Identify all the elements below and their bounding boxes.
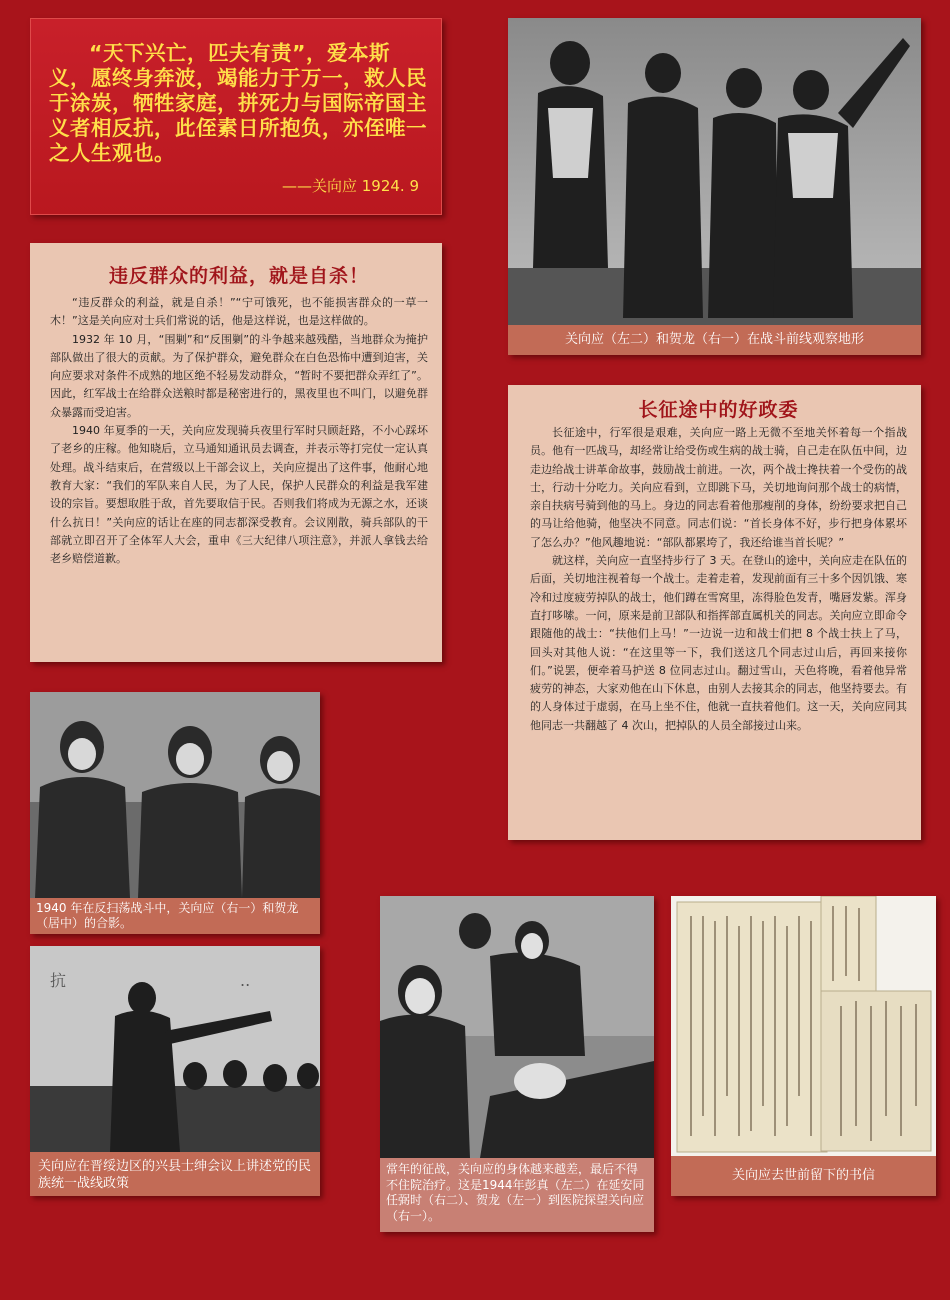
article-panel-long-march bbox=[508, 385, 921, 840]
article-paragraph: 就这样，关向应一直坚持步行了 3 天。在登山的途中，关向应走在队伍的后面，关切地注视着每一个战士。走着走着，发现前面有三十多个因饥饿、寒冷和过度疲劳掉队的战士，他们蹲在雪窝里，冻得脸色发青，嘴唇发紫。浑身直打哆嗦。一问，原来是前卫部队和指挥部直属机关的同志。关向应立即命令跟随他的战士：“扶他们上马！”一边说一边和战士们把 8 个战士扶上了马，回头对其他人说：“在这里等一下，我们送这几个同志过山后，再回来接你们。”说罢，便牵着马护送 8 位同志过山。翻过雪山，天色将晚，看着他异常疲劳的神态，大家劝他在山下休息，由别人去接其余的同志，他坚持要去。有的人身体过于虚弱，在马上坐不住，他就一直扶着他们。这一天，关向应同其他同志一共翻越了 4 次山，把掉队的人员全部接过山来。 bbox=[530, 554, 907, 732]
svg-text:抗: 抗 bbox=[50, 971, 67, 990]
photo-caption-1: 关向应（左二）和贺龙（右一）在战斗前线观察地形 bbox=[508, 325, 921, 355]
article-paragraph: 长征途中，行军很是艰难，关向应一路上无微不至地关怀着每一个指战员。他有一匹战马，却经常让给受伤或生病的战士骑，自己走在队伍中间，边走边给战士讲革命故事，鼓励战士前进。一次，两个战士搀扶着一个受伤的战士，行动十分吃力。关向应看到，立即跳下马，关切地询问那个战士的病情，亲自扶病号骑到他的马上。身边的同志看着他那瘦削的身体，纷纷要求把自己的马让给他骑，他坚决不同意。同志们说：“首长身体不好，步行把身体累坏了怎么办？”他风趣地说：“部队都累垮了，我还给谁当首长呢？” bbox=[530, 426, 907, 549]
svg-text:..: .. bbox=[240, 971, 251, 990]
article-panel-masses bbox=[30, 243, 442, 662]
photo-card-2 bbox=[30, 692, 320, 934]
photo-card-1 bbox=[508, 18, 921, 355]
quote-text: “天下兴亡，匹夫有责”，爱本斯义，愿终身奔波，竭能力于万一，救人民于涂炭，牺牲家庭，拼死力与国际帝国主义者相反抗，此侄素日所抱负，亦侄唯一之人生观也。 bbox=[49, 41, 427, 165]
article-title-long-march: 长征途中的好政委 bbox=[638, 399, 799, 421]
photo-caption-5: 关向应去世前留下的书信 bbox=[671, 1156, 936, 1196]
photo-caption-2: 1940 年在反扫荡战斗中，关向应（右一）和贺龙（居中）的合影。 bbox=[30, 898, 320, 934]
article-title-masses: 违反群众的利益，就是自杀！ bbox=[108, 265, 369, 287]
photo-card-4 bbox=[380, 896, 654, 1232]
photo-gentry-meeting bbox=[30, 946, 320, 1152]
quote-box bbox=[30, 18, 442, 215]
photo-card-5 bbox=[671, 896, 936, 1196]
photo-caption-4: 常年的征战，关向应的身体越来越差，最后不得不住院治疗。这是1944年彭真（左二）在延安同任弼时（右二）、贺龙（左一）到医院探望关向应（右一）。 bbox=[380, 1158, 654, 1232]
photo-letters bbox=[671, 896, 936, 1156]
article-paragraph: 1940 年夏季的一天，关向应发现骑兵夜里行军时只顾赶路，不小心踩坏了老乡的庄稼。他知晓后，立马通知通讯员去调查，并表示等打完仗一定认真处理。战斗结束后，在营级以上干部会议上，关向应提出了这件事，他耐心地教育大家：“我们的军队来自人民，为了人民，保护人民群众的利益是我军建设的宗旨。要想取胜于敌，首先要取信于民。否则我们将成为无源之水，还谈什么抗日！”关向应的话让在座的同志都深受教育。会议刚散，骑兵部队的干部就立即召开了全体军人大会，重申《三大纪律八项注意》，并派人拿钱去给老乡赔偿道歉。 bbox=[50, 424, 428, 566]
photo-observing-terrain bbox=[508, 18, 921, 325]
quote-signature: ——关向应 1924. 9 bbox=[281, 177, 419, 195]
photo-caption-3: 关向应在晋绥边区的兴县士绅会议上讲述党的民族统一战线政策 bbox=[30, 1152, 320, 1196]
photo-card-3 bbox=[30, 946, 320, 1196]
article-paragraph: “违反群众的利益，就是自杀！”“宁可饿死，也不能损害群众的一草一木！”这是关向应对士兵们常说的话，他是这样说，也是这样做的。 bbox=[50, 296, 428, 328]
photo-group-1940 bbox=[30, 692, 320, 898]
article-paragraph: 1932 年 10 月，“围剿”和“反围剿”的斗争越来越残酷，当地群众为掩护部队做出了很大的贡献。为了保护群众，避免群众在白色恐怖中遭到迫害，关向应要求对条件不成熟的地区绝不轻易发动群众，“暂时不要把群众弄红了”。因此，红军战士在给群众送粮时都是秘密进行的，黑夜里也不叫门，以避免群众暴露而受迫害。 bbox=[50, 332, 428, 419]
photo-hospital-visit bbox=[380, 896, 654, 1158]
